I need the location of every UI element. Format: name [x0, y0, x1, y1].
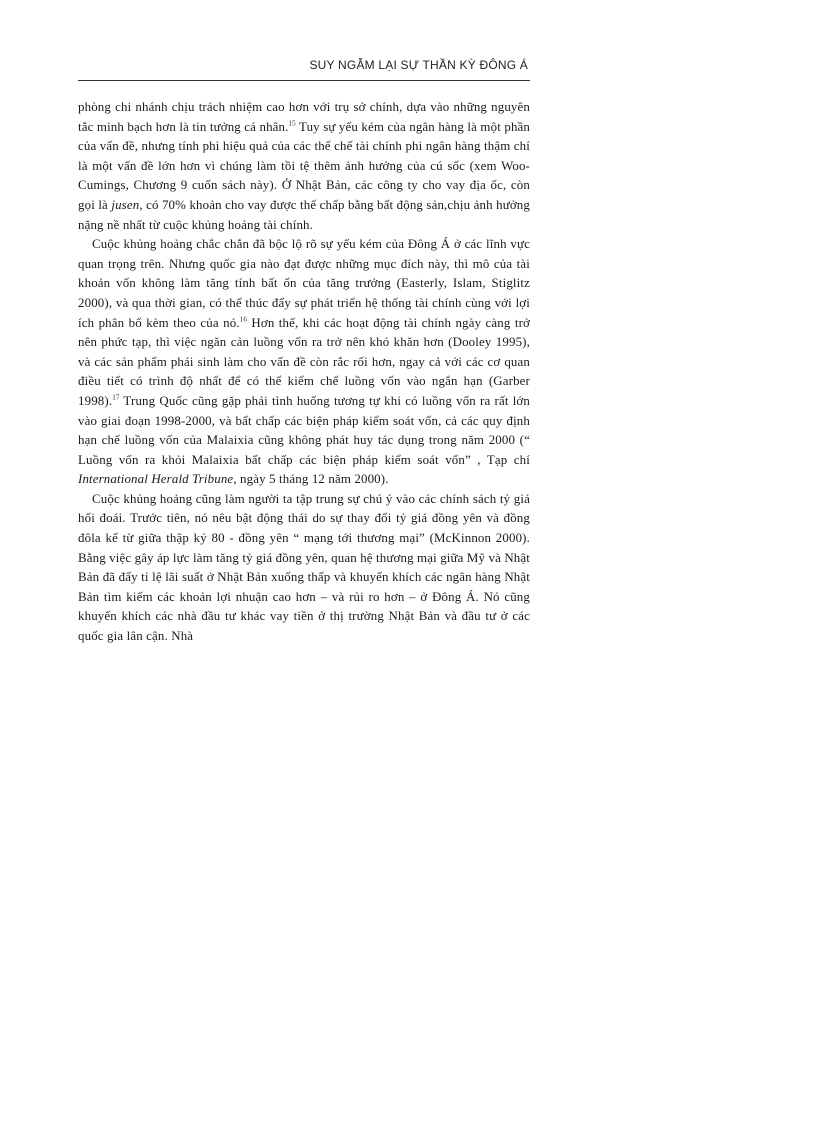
header-rule [78, 80, 530, 81]
footnote-marker: 16 [239, 315, 248, 324]
text-run: Hơn thế, khi các hoạt động tài chính ngày càng trở nên phức tạp, thì việc ngăn cản luồng vốn ra trở nên khó khăn hơn (Dooley 1995), và các sản phẩm phái sinh làm cho vấn đề còn rắc rối hơn, ngay cả với các cơ quan điều tiết có trình độ nhất để có thể kiểm chế luồng vốn vào ngắn hạn (Garber 1998). [78, 315, 531, 408]
body-text [78, 98, 530, 647]
italic-journal-title: International Herald Tribune [78, 472, 234, 487]
text-run: Tuy sự yếu kém của ngân hàng là một phần của vấn đề, nhưng tính phi hiệu quả của các thể chế tài chính phi ngân hàng thậm chí là một vấn đề lớn hơn vì chúng làm tồi tệ thêm ảnh hưởng của cú sốc (xem Woo-Cumings, Chương 9 cuốn sách này). Ở Nhật Bản, các công ty cho vay địa ốc, còn gọi là [78, 119, 531, 212]
text-run: , ngày 5 tháng 12 năm 2000). [233, 472, 389, 487]
text-run: phòng chi nhánh chịu trách nhiệm cao hơn với trụ sở chính, dựa vào những nguyên tắc minh bạch hơn là tin tưởng cá nhân. [78, 100, 530, 134]
running-head-title: SUY NGẪM LẠI SỰ THẦN KỲ ĐÔNG Á [309, 58, 528, 72]
text-run: , có 70% khoản cho vay được thế chấp bằng bất động sản,chịu ảnh hưởng nặng nề nhất từ cuộc khủng hoảng tài chính. [78, 197, 530, 232]
text-run: Trung Quốc cũng gặp phải tình huống tương tự khi có luồng vốn ra rất lớn vào giai đoạn 1998-2000, và bất chấp các biện pháp kiểm soát vốn, cả các quy định hạn chế luồng vốn của Malaixia cũng không phát huy tác dụng trong năm 2000 (“ Luồng vốn ra khỏi Malaixia bất chấp các biện pháp kiểm soát vốn” , Tạp chí [78, 393, 530, 467]
paragraph [78, 490, 530, 647]
paragraph [78, 235, 530, 490]
footnote-marker: 17 [112, 393, 120, 402]
footnote-marker: 15 [288, 119, 296, 128]
text-run: Cuộc khủng hoảng chắc chắn đã bộc lộ rõ sự yếu kém của Đông Á ở các lĩnh vực quan trọng trên. Nhưng quốc gia nào đạt được những mục đích này, thì mô của tài khoản vốn không làm tăng tính bất ổn của tăng trưởng (Easterly, Islam, Stiglitz 2000), và qua thời gian, có thể thúc đẩy sự phát triển hệ thống tài chính cùng với lợi ích phân bổ kèm theo của nó. [78, 237, 530, 330]
paragraph [78, 98, 530, 235]
text-run: Cuộc khủng hoảng cũng làm người ta tập trung sự chú ý vào các chính sách tỷ giá hối đoái. Trước tiên, nó nêu bật động thái do sự thay đổi tỷ giá đồng yên và đồng đôla kể từ giữa thập kỷ 80 - đồng yên “ mạng tới thương mại” (McKinnon 2000). Bằng việc gây áp lực làm tăng tỷ giá đồng yên, quan hệ thương mại giữa Mỹ và Nhật Bản đã đẩy tỉ lệ lãi suất ở Nhật Bản xuống thấp và khuyến khích các ngân hàng Nhật Bản tìm kiếm các khoản lợi nhuận cao hơn – và rủi ro hơn – ở Đông Á. Nó cũng khuyến khích các nhà đầu tư khác vay tiền ở thị trường Nhật Bản và đầu tư ở các quốc gia lân cận. Nhà [78, 491, 530, 644]
italic-term: jusen [111, 197, 140, 212]
